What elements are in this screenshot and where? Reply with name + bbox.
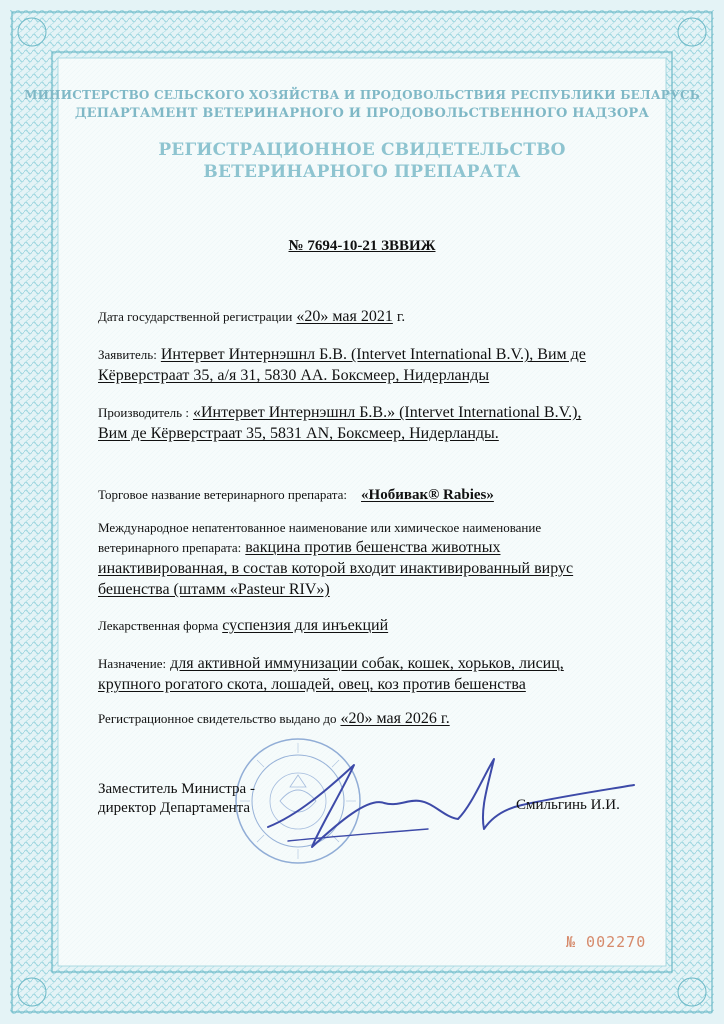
manufacturer-value-line2: Вим де Кёрверстраат 35, 5831 AN, Боксмеер, Нидерланды.: [98, 425, 499, 442]
dosage-form-label: Лекарственная форма: [98, 618, 219, 633]
purpose-row: [98, 655, 564, 673]
department-heading: ДЕПАРТАМЕНТ ВЕТЕРИНАРНОГО И ПРОДОВОЛЬСТВЕННОГО НАДЗОРА: [74, 106, 650, 121]
applicant-value-line2: Кёрверстраат 35, а/я 31, 5830 АА. Боксмеер, Нидерланды: [98, 367, 490, 384]
signatory-position-line2: директор Департамента: [98, 800, 251, 816]
registration-date-suffix: г.: [396, 309, 406, 325]
registration-date-row: [98, 308, 405, 326]
inn-row: [98, 539, 500, 557]
purpose-value-line1: для активной иммунизации собак, кошек, хорьков, лисиц,: [170, 655, 564, 672]
certificate-number: [0, 238, 724, 255]
valid-until-label: Регистрационное свидетельство выдано до: [98, 711, 337, 726]
trade-name-row: [98, 486, 494, 504]
inn-value-line2: инактивированная, в состав которой входит инактивированный вирус: [98, 560, 574, 577]
document-title-line2: ВЕТЕРИНАРНОГО ПРЕПАРАТА: [203, 162, 521, 182]
signatory-position-line1: Заместитель Министра -: [98, 781, 255, 797]
ministry-heading: МИНИСТЕРСТВО СЕЛЬСКОГО ХОЗЯЙСТВА И ПРОДОВОЛЬСТВИЯ РЕСПУБЛИКИ БЕЛАРУСЬ: [24, 88, 700, 102]
inn-label-line2: ветеринарного препарата:: [98, 540, 242, 555]
valid-until-value: «20» мая 2026 г.: [340, 710, 450, 727]
document-title-line1: РЕГИСТРАЦИОННОЕ СВИДЕТЕЛЬСТВО: [158, 140, 566, 160]
applicant-value-line1: Интервет Интернэшнл Б.В. (Intervet International B.V.), Вим де: [160, 346, 586, 363]
manufacturer-row: [98, 404, 581, 422]
inn-label-line1: Международное непатентованное наименование или химическое наименование: [98, 520, 542, 535]
applicant-row: [98, 346, 586, 364]
trade-name-value: «Нобивак® Rabies»: [361, 487, 494, 503]
certificate-number-value: № 7694-10-21 ЗВВИЖ: [288, 238, 436, 254]
inn-value-line3: бешенства (штамм «Pasteur RIV»): [98, 581, 330, 598]
dosage-form-row: [98, 617, 388, 635]
serial-number: № 002270: [566, 933, 647, 951]
registration-date-label: Дата государственной регистрации: [98, 309, 293, 324]
purpose-label: Назначение:: [98, 656, 167, 671]
purpose-value-line2: крупного рогатого скота, лошадей, овец, коз против бешенства: [98, 676, 526, 693]
manufacturer-label: Производитель :: [98, 405, 189, 420]
registration-date-value: «20» мая 2021: [296, 308, 393, 325]
manufacturer-value-line1: «Интервет Интернэшнл Б.В.» (Intervet International B.V.),: [192, 404, 582, 421]
signatory-name: Смильгинь И.И.: [516, 797, 620, 813]
applicant-label: Заявитель:: [98, 347, 157, 362]
trade-name-label: Торговое название ветеринарного препарата:: [98, 487, 348, 502]
dosage-form-value: суспензия для инъекций: [222, 617, 389, 634]
inn-value-line1: вакцина против бешенства животных: [245, 539, 501, 556]
valid-until-row: [98, 710, 450, 728]
